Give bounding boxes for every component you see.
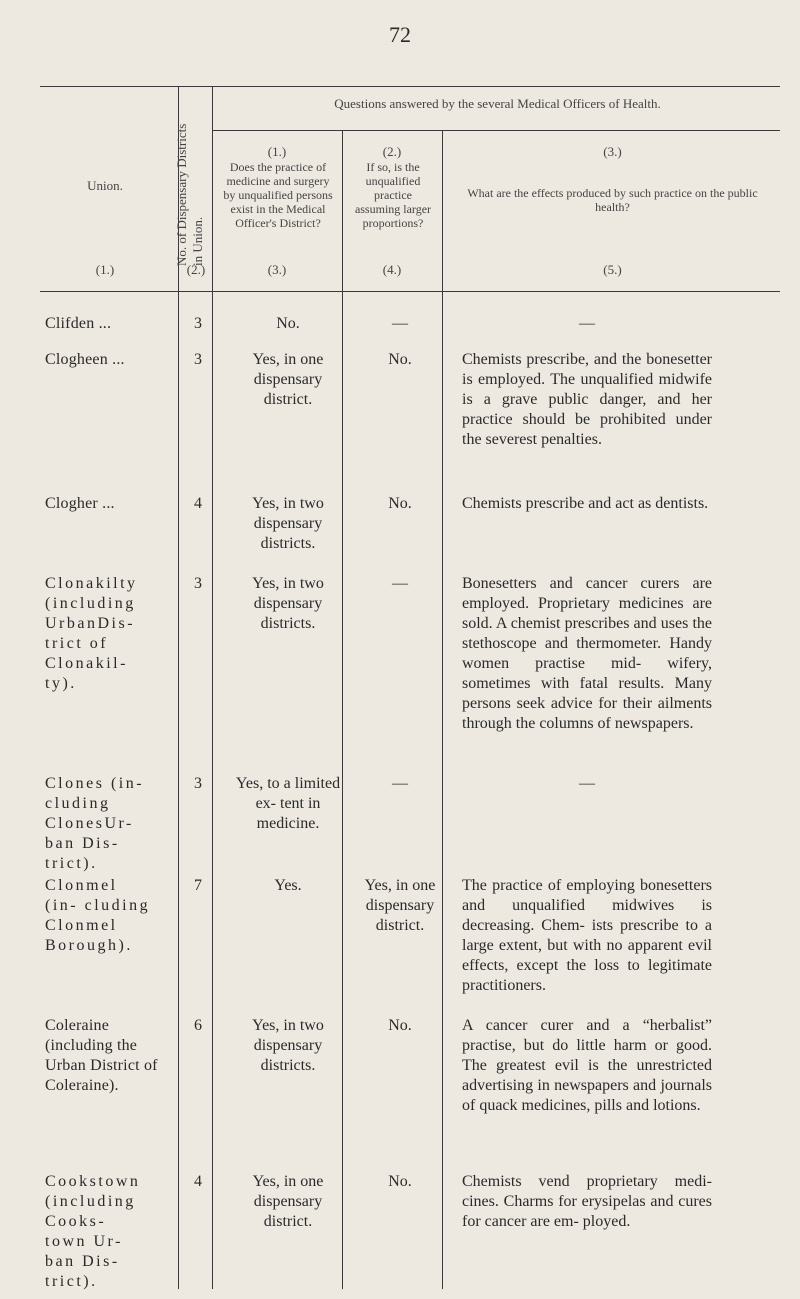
table-row-q2: No. <box>388 495 412 512</box>
dispensary-header <box>170 88 206 268</box>
table-row-union: Clonakilty (including UrbanDis- trict of Clonakil- ty). <box>45 575 138 692</box>
table-row-districts: 4 <box>194 495 202 512</box>
col-num-5: (5.) <box>603 262 622 277</box>
column-rule-4 <box>442 130 443 1289</box>
table-row-q2: No. <box>388 351 412 368</box>
table-row-q2: No. <box>388 1173 412 1190</box>
questions-subheader-rule <box>213 130 780 131</box>
column-rule-3 <box>342 130 343 1289</box>
table-row-q3: — <box>579 315 595 332</box>
table-row-districts: 4 <box>194 1173 202 1190</box>
dispensary-header-line1: No. of Dispensary Districts <box>174 123 189 266</box>
table-row-districts: 3 <box>194 351 202 368</box>
table-row-districts: 3 <box>194 775 202 792</box>
table-row-q2: — <box>392 775 408 792</box>
table-row-q3: — <box>579 775 595 792</box>
col-num-4: (4.) <box>382 262 402 277</box>
q2-text: If so, is the unqualified practice assuming larger proportions? <box>354 160 432 230</box>
table-row-union: Clones (in- cluding ClonesUr- ban Dis- trict). <box>45 775 145 872</box>
table-row-q3: A cancer curer and a “herbalist” practise, but do little harm or good. The greatest evil is the unrestricted advertising in newspapers and journals of quack medicines, pills and lotions. <box>462 1017 712 1114</box>
table-row-q3: Chemists prescribe, and the bonesetter is employed. The unqualified midwife is a grave public danger, and her practice should be prohibited under the severest penalties. <box>462 351 712 448</box>
table-row-union: Clonmel (in- cluding Clonmel Borough). <box>45 877 151 954</box>
page-number: 72 <box>389 22 411 47</box>
q3-number: (3.) <box>603 144 622 159</box>
table-row-q2: No. <box>388 1017 412 1034</box>
table-row-districts: 3 <box>194 575 202 592</box>
table-row-q2: — <box>392 315 408 332</box>
table-row-q2: Yes, in one dispensary district. <box>364 877 436 934</box>
questions-title: Questions answered by the several Medical Officers of Health. <box>334 96 661 111</box>
table-row-q3: Chemists prescribe and act as dentists. <box>462 495 709 512</box>
q1-number: (1.) <box>267 144 287 159</box>
table-row-union: Clifden ... <box>45 315 112 332</box>
table-row-q3: The practice of employing bonesetters and unqualified midwives is decreasing. Chem- ists prescribe to a large extent, but with no apparent evil effects, except the loss to legitimate practitioners. <box>462 877 712 994</box>
table-row-union: Coleraine (including the Urban District of Coleraine). <box>45 1017 158 1094</box>
header-bottom-rule <box>40 291 780 292</box>
union-header: Union. <box>87 178 123 193</box>
table-row-q3: Chemists vend proprietary medi- cines. Charms for erysipelas and cures for cancer are em- ployed. <box>462 1173 712 1230</box>
column-rule-2 <box>212 86 213 1289</box>
col-num-1: (1.) <box>95 262 115 277</box>
q3-text: What are the effects produced by such practice on the public health? <box>467 186 758 214</box>
table-row-q1: Yes, in two dispensary districts. <box>252 495 324 552</box>
table-row-q3: Bonesetters and cancer curers are employed. Proprietary medicines are sold. A chemist prescribes and uses the stethoscope and thermometer. Handy women practise mid- wifery, sometimes with fatal results. Many persons seek advice for their ailments through the columns of newspapers. <box>462 575 712 732</box>
table-row-q2: — <box>392 575 408 592</box>
table-row-districts: 3 <box>194 315 202 332</box>
table-row-union: Clogher ... <box>45 495 115 512</box>
dispensary-header-line2: in Union. <box>190 216 205 266</box>
table-row-q1: Yes, in one dispensary district. <box>252 1173 324 1230</box>
table-row-q1: Yes, in two dispensary districts. <box>252 575 324 632</box>
table-row-q1: No. <box>276 315 300 332</box>
col-num-3: (3.) <box>267 262 287 277</box>
table-row-union: Clogheen ... <box>45 351 125 368</box>
header-top-rule <box>40 86 780 87</box>
table-row-q1: Yes, in one dispensary district. <box>252 351 324 408</box>
q2-number: (2.) <box>382 144 402 159</box>
table-row-q1: Yes. <box>274 877 302 894</box>
col-num-2: (2.) <box>186 262 206 277</box>
table-row-districts: 7 <box>194 877 202 894</box>
table-row-districts: 6 <box>194 1017 202 1034</box>
table-row-q1: Yes, to a limited ex- tent in medicine. <box>235 775 341 832</box>
table-row-union: Cookstown (including Cooks- town Ur- ban Dis- trict). <box>45 1173 141 1290</box>
table-row-q1: Yes, in two dispensary districts. <box>252 1017 324 1074</box>
q1-text: Does the practice of medicine and surgery by unqualified persons exist in the Medical Officer's District? <box>223 160 333 230</box>
